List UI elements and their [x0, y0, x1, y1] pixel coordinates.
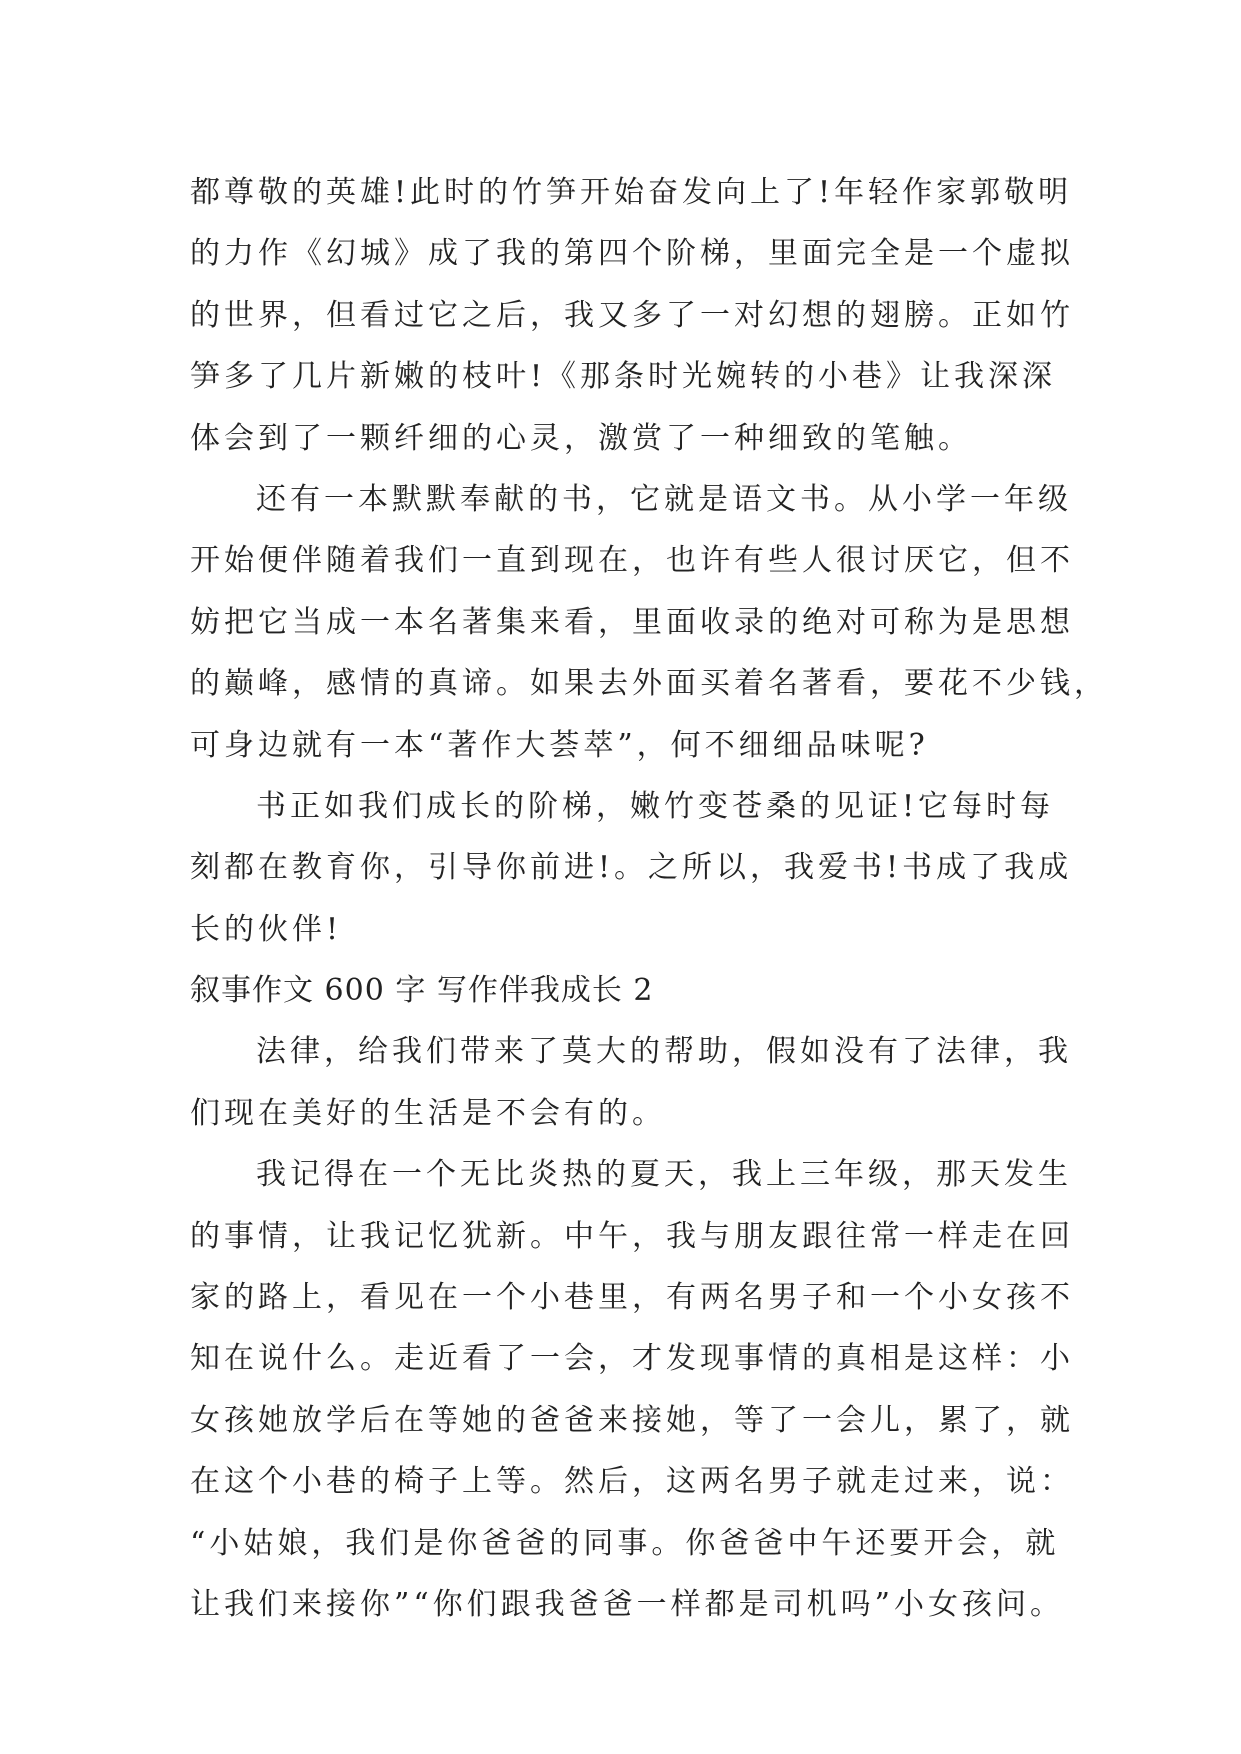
text-line: 在这个小巷的椅子上等。然后，这两名男子就走过来，说：: [190, 1464, 1074, 1500]
text-line: 们现在美好的生活是不会有的。: [190, 1095, 666, 1131]
text-line: 的巅峰，感情的真谛。如果去外面买着名著看，要花不少钱，: [190, 666, 1108, 702]
text-line: 都尊敬的英雄!此时的竹笋开始奋发向上了!年轻作家郭敬明: [190, 175, 1073, 210]
text-line: 女孩她放学后在等她的爸爸来接她，等了一会儿，累了，就: [190, 1402, 1074, 1438]
text-line: 知在说什么。走近看了一会，才发现事情的真相是这样：小: [190, 1341, 1074, 1377]
paragraph-first-line: 法律，给我们带来了莫大的帮助，假如没有了法律，我: [256, 1034, 1072, 1070]
text-line: 体会到了一颗纤细的心灵，激赏了一种细致的笔触。: [190, 420, 972, 456]
section-heading: 叙事作文 600 字 写作伴我成长 2: [190, 973, 654, 1009]
text-line: 可身边就有一本“著作大荟萃”，何不细细品味呢?: [190, 727, 929, 763]
text-line: 笋多了几片新嫩的枝叶!《那条时光婉转的小巷》让我深深: [190, 359, 1057, 395]
body-text: [190, 162, 1108, 1635]
text-line: 的力作《幻城》成了我的第四个阶梯，里面完全是一个虚拟: [190, 236, 1074, 272]
text-line: “小姑娘，我们是你爸爸的同事。你爸爸中午还要开会，就: [190, 1525, 1060, 1561]
text-line: 开始便伴随着我们一直到现在，也许有些人很讨厌它，但不: [190, 543, 1074, 579]
paragraph-first-line: 我记得在一个无比炎热的夏天，我上三年级，那天发生: [256, 1157, 1072, 1193]
text-line: 的世界，但看过它之后，我又多了一对幻想的翅膀。正如竹: [190, 297, 1074, 333]
paragraph-first-line: 还有一本默默奉献的书，它就是语文书。从小学一年级: [256, 481, 1072, 517]
text-line: 妨把它当成一本名著集来看，里面收录的绝对可称为是思想: [190, 604, 1074, 640]
text-line: 刻都在教育你，引导你前进!。之所以，我爱书!书成了我成: [190, 850, 1073, 886]
text-line: 的事情，让我记忆犹新。中午，我与朋友跟往常一样走在回: [190, 1218, 1074, 1254]
text-line: 长的伙伴!: [190, 911, 343, 947]
paragraph-first-line: 书正如我们成长的阶梯，嫩竹变苍桑的见证!它每时每: [256, 788, 1055, 824]
text-line: 家的路上，看见在一个小巷里，有两名男子和一个小女孩不: [190, 1280, 1074, 1316]
text-line: 让我们来接你”“你们跟我爸爸一样都是司机吗”小女孩问。: [190, 1586, 1065, 1622]
